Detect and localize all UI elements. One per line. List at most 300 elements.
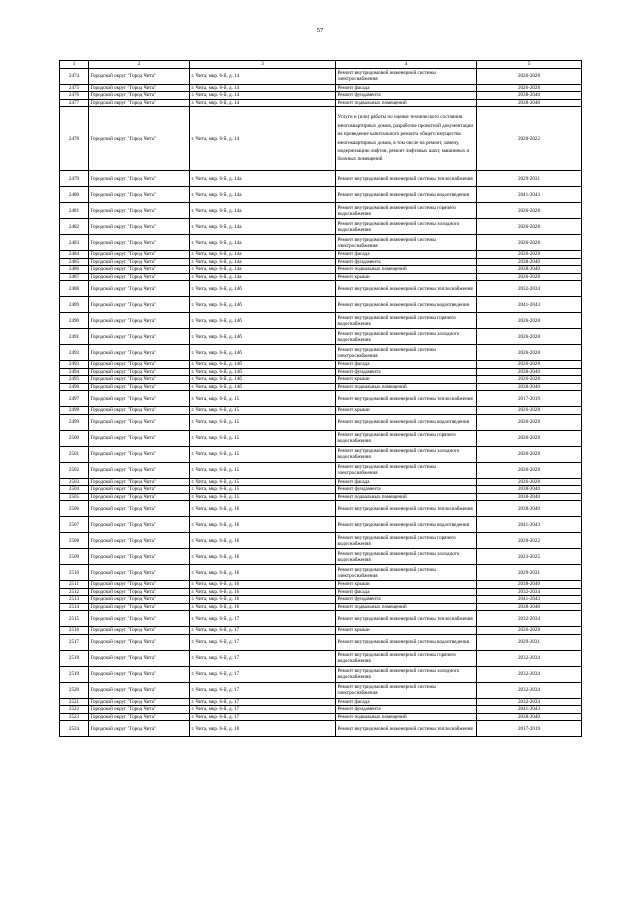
address-cell: г. Чита, мкр. 6-й, д. 14а bbox=[190, 219, 336, 235]
period-cell: 2017-2019 bbox=[477, 721, 582, 737]
table-row bbox=[60, 258, 582, 266]
period-cell: 2020-2022 bbox=[477, 107, 582, 171]
row-number-cell: 2515 bbox=[60, 611, 89, 627]
address-cell: г. Чита, мкр. 6-й, д. 15 bbox=[190, 478, 336, 486]
work-type-cell: Ремонт фасада bbox=[336, 698, 477, 706]
period-cell: 2026-2028 bbox=[477, 219, 582, 235]
address-cell: г. Чита, мкр. 6-й, д. 18 bbox=[190, 721, 336, 737]
municipality-cell: Городской округ "Город Чита" bbox=[89, 581, 190, 589]
address-cell: г. Чита, мкр. 6-й, д. 16 bbox=[190, 588, 336, 596]
address-cell: г. Чита, мкр. 6-й, д. 15 bbox=[190, 462, 336, 478]
work-type-cell: Ремонт внутридомовой инженерной системы электроснабжения bbox=[336, 682, 477, 698]
table-row bbox=[60, 171, 582, 187]
municipality-cell: Городской округ "Город Чита" bbox=[89, 99, 190, 107]
period-cell: 2023-2025 bbox=[477, 549, 582, 565]
period-cell: 2038-2040 bbox=[477, 99, 582, 107]
row-number-cell: 2490 bbox=[60, 313, 89, 329]
address-cell: г. Чита, мкр. 6-й, д. 17 bbox=[190, 666, 336, 682]
address-cell: г. Чита, мкр. 6-й, д. 14 bbox=[190, 107, 336, 171]
address-cell: г. Чита, мкр. 6-й, д. 14 bbox=[190, 99, 336, 107]
address-cell: г. Чита, мкр. 6-й, д. 15 bbox=[190, 407, 336, 415]
address-cell: г. Чита, мкр. 6-й, д. 14а bbox=[190, 171, 336, 187]
period-cell: 2026-2028 bbox=[477, 313, 582, 329]
table-row bbox=[60, 721, 582, 737]
municipality-cell: Городской округ "Город Чита" bbox=[89, 493, 190, 501]
table-row bbox=[60, 414, 582, 430]
address-cell: г. Чита, мкр. 6-й, д. 14а bbox=[190, 187, 336, 203]
work-type-cell: Ремонт внутридомовой инженерной системы водоотведения bbox=[336, 297, 477, 313]
work-type-cell: Ремонт фасада bbox=[336, 361, 477, 369]
table-row bbox=[60, 478, 582, 486]
table-row bbox=[60, 383, 582, 391]
row-number-cell: 2487 bbox=[60, 273, 89, 281]
row-number-cell: 2476 bbox=[60, 92, 89, 100]
work-type-cell: Ремонт внутридомовой инженерной системы электроснабжения bbox=[336, 345, 477, 361]
address-cell: г. Чита, мкр. 6-й, д. 14б bbox=[190, 297, 336, 313]
address-cell: г. Чита, мкр. 6-й, д. 17 bbox=[190, 627, 336, 635]
municipality-cell: Городской округ "Город Чита" bbox=[89, 107, 190, 171]
work-type-cell: Ремонт фасада bbox=[336, 84, 477, 92]
period-cell: 2026-2028 bbox=[477, 329, 582, 345]
period-cell: 2038-2040 bbox=[477, 383, 582, 391]
address-cell: г. Чита, мкр. 6-й, д. 16 bbox=[190, 596, 336, 604]
municipality-cell: Городской округ "Город Чита" bbox=[89, 273, 190, 281]
row-number-cell: 2488 bbox=[60, 281, 89, 297]
municipality-cell: Городской округ "Город Чита" bbox=[89, 486, 190, 494]
period-cell: 2026-2028 bbox=[477, 203, 582, 219]
table-row bbox=[60, 99, 582, 107]
period-cell: 2020-2022 bbox=[477, 533, 582, 549]
municipality-cell: Городской округ "Город Чита" bbox=[89, 414, 190, 430]
row-number-cell: 2492 bbox=[60, 345, 89, 361]
address-cell: г. Чита, мкр. 6-й, д. 17 bbox=[190, 698, 336, 706]
period-cell: 2029-2031 bbox=[477, 171, 582, 187]
address-cell: г. Чита, мкр. 6-й, д. 14б bbox=[190, 383, 336, 391]
municipality-cell: Городской округ "Город Чита" bbox=[89, 383, 190, 391]
work-type-cell: Ремонт подвальных помещений bbox=[336, 383, 477, 391]
municipality-cell: Городской округ "Город Чита" bbox=[89, 92, 190, 100]
table-row bbox=[60, 446, 582, 462]
row-number-cell: 2508 bbox=[60, 533, 89, 549]
row-number-cell: 2503 bbox=[60, 478, 89, 486]
work-type-cell: Ремонт внутридомовой инженерной системы электроснабжения bbox=[336, 565, 477, 581]
table-row bbox=[60, 430, 582, 446]
table-row bbox=[60, 634, 582, 650]
address-cell: г. Чита, мкр. 6-й, д. 14а bbox=[190, 251, 336, 259]
municipality-cell: Городской округ "Город Чита" bbox=[89, 713, 190, 721]
table-row bbox=[60, 713, 582, 721]
column-number-row bbox=[60, 61, 582, 69]
table-row bbox=[60, 627, 582, 635]
period-cell: 2041-2043 bbox=[477, 517, 582, 533]
address-cell: г. Чита, мкр. 6-й, д. 16 bbox=[190, 581, 336, 589]
work-type-cell: Ремонт внутридомовой инженерной системы водоотведения bbox=[336, 517, 477, 533]
row-number-cell: 2479 bbox=[60, 171, 89, 187]
period-cell: 2038-2040 bbox=[477, 603, 582, 611]
row-number-cell: 2477 bbox=[60, 99, 89, 107]
period-cell: 2026-2028 bbox=[477, 345, 582, 361]
work-type-cell: Ремонт внутридомовой инженерной системы водоотведения bbox=[336, 187, 477, 203]
municipality-cell: Городской округ "Город Чита" bbox=[89, 171, 190, 187]
row-number-cell: 2496 bbox=[60, 383, 89, 391]
address-cell: г. Чита, мкр. 6-й, д. 14б bbox=[190, 376, 336, 384]
address-cell: г. Чита, мкр. 6-й, д. 14а bbox=[190, 258, 336, 266]
row-number-cell: 2498 bbox=[60, 407, 89, 415]
work-type-cell: Ремонт внутридомовой инженерной системы холодного водоснабжения bbox=[336, 666, 477, 682]
municipality-cell: Городской округ "Город Чита" bbox=[89, 501, 190, 517]
table-row bbox=[60, 361, 582, 369]
address-cell: г. Чита, мкр. 6-й, д. 14б bbox=[190, 361, 336, 369]
table-row bbox=[60, 251, 582, 259]
work-type-cell: Ремонт фундамента bbox=[336, 706, 477, 714]
period-cell: 2032-2034 bbox=[477, 666, 582, 682]
period-cell: 2032-2034 bbox=[477, 698, 582, 706]
period-cell: 2029-2031 bbox=[477, 565, 582, 581]
municipality-cell: Городской округ "Город Чита" bbox=[89, 266, 190, 274]
work-type-cell: Ремонт фасада bbox=[336, 588, 477, 596]
row-number-cell: 2489 bbox=[60, 297, 89, 313]
municipality-cell: Городской округ "Город Чита" bbox=[89, 203, 190, 219]
work-type-cell: Ремонт внутридомовой инженерной системы электроснабжения bbox=[336, 68, 477, 84]
period-cell: 2029-2031 bbox=[477, 634, 582, 650]
municipality-cell: Городской округ "Город Чита" bbox=[89, 533, 190, 549]
period-cell: 2041-2043 bbox=[477, 297, 582, 313]
municipality-cell: Городской округ "Город Чита" bbox=[89, 650, 190, 666]
municipality-cell: Городской округ "Город Чита" bbox=[89, 721, 190, 737]
row-number-cell: 2475 bbox=[60, 84, 89, 92]
table-row bbox=[60, 588, 582, 596]
period-cell: 2038-2040 bbox=[477, 713, 582, 721]
row-number-cell: 2474 bbox=[60, 68, 89, 84]
work-type-cell: Ремонт подвальных помещений bbox=[336, 266, 477, 274]
period-cell: 2026-2028 bbox=[477, 478, 582, 486]
period-cell: 2017-2019 bbox=[477, 391, 582, 407]
column-number-5: 5 bbox=[477, 61, 582, 69]
work-type-cell: Ремонт внутридомовой инженерной системы горячего водоснабжения bbox=[336, 203, 477, 219]
municipality-cell: Городской округ "Город Чита" bbox=[89, 549, 190, 565]
table-row bbox=[60, 596, 582, 604]
table-row bbox=[60, 297, 582, 313]
work-type-cell: Ремонт фундамента bbox=[336, 92, 477, 100]
table-row bbox=[60, 706, 582, 714]
address-cell: г. Чита, мкр. 6-й, д. 17 bbox=[190, 682, 336, 698]
address-cell: г. Чита, мкр. 6-й, д. 14 bbox=[190, 84, 336, 92]
address-cell: г. Чита, мкр. 6-й, д. 17 bbox=[190, 713, 336, 721]
table-row bbox=[60, 313, 582, 329]
address-cell: г. Чита, мкр. 6-й, д. 16 bbox=[190, 565, 336, 581]
address-cell: г. Чита, мкр. 6-й, д. 15 bbox=[190, 493, 336, 501]
row-number-cell: 2486 bbox=[60, 266, 89, 274]
table-row bbox=[60, 107, 582, 171]
work-type-cell: Ремонт фундамента bbox=[336, 258, 477, 266]
municipality-cell: Городской округ "Город Чита" bbox=[89, 588, 190, 596]
table-row bbox=[60, 581, 582, 589]
table-row bbox=[60, 273, 582, 281]
address-cell: г. Чита, мкр. 6-й, д. 16 bbox=[190, 549, 336, 565]
table-row bbox=[60, 368, 582, 376]
row-number-cell: 2483 bbox=[60, 235, 89, 251]
table-row bbox=[60, 376, 582, 384]
address-cell: г. Чита, мкр. 6-й, д. 15 bbox=[190, 391, 336, 407]
period-cell: 2032-2034 bbox=[477, 611, 582, 627]
period-cell: 2041-2043 bbox=[477, 706, 582, 714]
municipality-cell: Городской округ "Город Чита" bbox=[89, 84, 190, 92]
period-cell: 2026-2028 bbox=[477, 414, 582, 430]
municipality-cell: Городской округ "Город Чита" bbox=[89, 391, 190, 407]
period-cell: 2026-2028 bbox=[477, 446, 582, 462]
address-cell: г. Чита, мкр. 6-й, д. 14 bbox=[190, 92, 336, 100]
municipality-cell: Городской округ "Город Чита" bbox=[89, 219, 190, 235]
work-type-cell: Ремонт внутридомовой инженерной системы горячего водоснабжения bbox=[336, 430, 477, 446]
municipality-cell: Городской округ "Город Чита" bbox=[89, 68, 190, 84]
row-number-cell: 2523 bbox=[60, 713, 89, 721]
address-cell: г. Чита, мкр. 6-й, д. 14б bbox=[190, 329, 336, 345]
row-number-cell: 2485 bbox=[60, 258, 89, 266]
municipality-cell: Городской округ "Город Чита" bbox=[89, 361, 190, 369]
column-number-4: 4 bbox=[336, 61, 477, 69]
municipality-cell: Городской округ "Город Чита" bbox=[89, 258, 190, 266]
row-number-cell: 2501 bbox=[60, 446, 89, 462]
column-number-1: 1 bbox=[60, 61, 89, 69]
work-type-cell: Ремонт внутридомовой инженерной системы водоотведения bbox=[336, 414, 477, 430]
row-number-cell: 2502 bbox=[60, 462, 89, 478]
table-row bbox=[60, 698, 582, 706]
work-type-cell: Ремонт внутридомовой инженерной системы холодного водоснабжения bbox=[336, 549, 477, 565]
municipality-cell: Городской округ "Город Чита" bbox=[89, 682, 190, 698]
row-number-cell: 2504 bbox=[60, 486, 89, 494]
period-cell: 2026-2028 bbox=[477, 235, 582, 251]
work-type-cell: Ремонт фундамента bbox=[336, 368, 477, 376]
table-row bbox=[60, 565, 582, 581]
work-type-cell: Ремонт внутридомовой инженерной системы холодного водоснабжения bbox=[336, 219, 477, 235]
address-cell: г. Чита, мкр. 6-й, д. 14б bbox=[190, 281, 336, 297]
address-cell: г. Чита, мкр. 6-й, д. 14а bbox=[190, 266, 336, 274]
row-number-cell: 2481 bbox=[60, 203, 89, 219]
work-type-cell: Ремонт внутридомовой инженерной системы горячего водоснабжения bbox=[336, 313, 477, 329]
work-type-cell: Ремонт крыши bbox=[336, 581, 477, 589]
row-number-cell: 2494 bbox=[60, 368, 89, 376]
row-number-cell: 2517 bbox=[60, 634, 89, 650]
address-cell: г. Чита, мкр. 6-й, д. 15 bbox=[190, 486, 336, 494]
municipality-cell: Городской округ "Город Чита" bbox=[89, 666, 190, 682]
row-number-cell: 2478 bbox=[60, 107, 89, 171]
municipality-cell: Городской округ "Город Чита" bbox=[89, 297, 190, 313]
table-row bbox=[60, 501, 582, 517]
work-type-cell: Ремонт крыши bbox=[336, 627, 477, 635]
work-type-cell: Ремонт подвальных помещений bbox=[336, 713, 477, 721]
period-cell: 2026-2028 bbox=[477, 407, 582, 415]
municipality-cell: Городской округ "Город Чита" bbox=[89, 565, 190, 581]
table-row bbox=[60, 603, 582, 611]
row-number-cell: 2500 bbox=[60, 430, 89, 446]
work-type-cell: Ремонт крыши bbox=[336, 407, 477, 415]
municipality-cell: Городской округ "Город Чита" bbox=[89, 627, 190, 635]
address-cell: г. Чита, мкр. 6-й, д. 16 bbox=[190, 533, 336, 549]
table-row bbox=[60, 407, 582, 415]
table-row bbox=[60, 517, 582, 533]
table-row bbox=[60, 462, 582, 478]
address-cell: г. Чита, мкр. 6-й, д. 16 bbox=[190, 517, 336, 533]
period-cell: 2026-2028 bbox=[477, 376, 582, 384]
municipality-cell: Городской округ "Город Чита" bbox=[89, 345, 190, 361]
row-number-cell: 2510 bbox=[60, 565, 89, 581]
row-number-cell: 2480 bbox=[60, 187, 89, 203]
work-type-cell: Ремонт крыши bbox=[336, 273, 477, 281]
work-type-cell: Ремонт внутридомовой инженерной системы теплоснабжения bbox=[336, 171, 477, 187]
work-type-cell: Ремонт подвальных помещений bbox=[336, 493, 477, 501]
table-row bbox=[60, 682, 582, 698]
row-number-cell: 2505 bbox=[60, 493, 89, 501]
period-cell: 2038-2040 bbox=[477, 486, 582, 494]
address-cell: г. Чита, мкр. 6-й, д. 17 bbox=[190, 706, 336, 714]
period-cell: 2032-2034 bbox=[477, 650, 582, 666]
work-type-cell: Ремонт внутридомовой инженерной системы холодного водоснабжения bbox=[336, 329, 477, 345]
table-row bbox=[60, 611, 582, 627]
period-cell: 2038-2040 bbox=[477, 501, 582, 517]
work-type-cell: Ремонт внутридомовой инженерной системы электроснабжения bbox=[336, 462, 477, 478]
work-type-cell: Ремонт внутридомовой инженерной системы теплоснабжения bbox=[336, 721, 477, 737]
table-row bbox=[60, 650, 582, 666]
work-type-cell: Ремонт подвальных помещений bbox=[336, 99, 477, 107]
table-row bbox=[60, 84, 582, 92]
table-row bbox=[60, 281, 582, 297]
row-number-cell: 2520 bbox=[60, 682, 89, 698]
table-row bbox=[60, 329, 582, 345]
address-cell: г. Чита, мкр. 6-й, д. 15 bbox=[190, 430, 336, 446]
row-number-cell: 2524 bbox=[60, 721, 89, 737]
address-cell: г. Чита, мкр. 6-й, д. 17 bbox=[190, 611, 336, 627]
row-number-cell: 2511 bbox=[60, 581, 89, 589]
work-type-cell: Услуги и (или) работы по оценке технического состояния многоквартирных домов, разработке проектной документации на проведение капитального ремонта общего имущества многоквартирных домов, в том числе на ремонт, замену, модернизацию лифтов, ремонт лифтовых шахт, машинных и блочных помещений bbox=[336, 107, 477, 171]
municipality-cell: Городской округ "Город Чита" bbox=[89, 235, 190, 251]
table-row bbox=[60, 549, 582, 565]
page-number: 57 bbox=[316, 27, 324, 34]
period-cell: 2026-2028 bbox=[477, 430, 582, 446]
row-number-cell: 2495 bbox=[60, 376, 89, 384]
work-type-cell: Ремонт фундамента bbox=[336, 596, 477, 604]
address-cell: г. Чита, мкр. 6-й, д. 14б bbox=[190, 368, 336, 376]
work-type-cell: Ремонт фасада bbox=[336, 478, 477, 486]
municipality-cell: Городской округ "Город Чита" bbox=[89, 596, 190, 604]
municipality-cell: Городской округ "Город Чита" bbox=[89, 329, 190, 345]
municipality-cell: Городской округ "Город Чита" bbox=[89, 446, 190, 462]
work-type-cell: Ремонт фасада bbox=[336, 251, 477, 259]
municipality-cell: Городской округ "Город Чита" bbox=[89, 603, 190, 611]
row-number-cell: 2518 bbox=[60, 650, 89, 666]
work-type-cell: Ремонт внутридомовой инженерной системы горячего водоснабжения bbox=[336, 650, 477, 666]
period-cell: 2038-2040 bbox=[477, 581, 582, 589]
work-type-cell: Ремонт внутридомовой инженерной системы холодного водоснабжения bbox=[336, 446, 477, 462]
period-cell: 2026-2028 bbox=[477, 251, 582, 259]
row-number-cell: 2482 bbox=[60, 219, 89, 235]
table-row bbox=[60, 345, 582, 361]
period-cell: 2038-2040 bbox=[477, 92, 582, 100]
address-cell: г. Чита, мкр. 6-й, д. 14 bbox=[190, 68, 336, 84]
period-cell: 2032-2034 bbox=[477, 281, 582, 297]
table-row bbox=[60, 187, 582, 203]
municipality-cell: Городской округ "Город Чита" bbox=[89, 368, 190, 376]
work-type-cell: Ремонт внутридомовой инженерной системы теплоснабжения bbox=[336, 281, 477, 297]
table-row bbox=[60, 219, 582, 235]
municipality-cell: Городской округ "Город Чита" bbox=[89, 407, 190, 415]
period-cell: 2026-2028 bbox=[477, 84, 582, 92]
row-number-cell: 2516 bbox=[60, 627, 89, 635]
address-cell: г. Чита, мкр. 6-й, д. 14б bbox=[190, 313, 336, 329]
table-row bbox=[60, 486, 582, 494]
table-row bbox=[60, 203, 582, 219]
work-type-cell: Ремонт фундамента bbox=[336, 486, 477, 494]
address-cell: г. Чита, мкр. 6-й, д. 16 bbox=[190, 501, 336, 517]
row-number-cell: 2507 bbox=[60, 517, 89, 533]
address-cell: г. Чита, мкр. 6-й, д. 17 bbox=[190, 650, 336, 666]
municipality-cell: Городской округ "Город Чита" bbox=[89, 251, 190, 259]
work-type-cell: Ремонт внутридомовой инженерной системы электроснабжения bbox=[336, 235, 477, 251]
row-number-cell: 2499 bbox=[60, 414, 89, 430]
row-number-cell: 2519 bbox=[60, 666, 89, 682]
period-cell: 2026-2028 bbox=[477, 361, 582, 369]
period-cell: 2026-2028 bbox=[477, 273, 582, 281]
row-number-cell: 2506 bbox=[60, 501, 89, 517]
municipality-cell: Городской округ "Город Чита" bbox=[89, 376, 190, 384]
period-cell: 2026-2028 bbox=[477, 68, 582, 84]
address-cell: г. Чита, мкр. 6-й, д. 16 bbox=[190, 603, 336, 611]
table-row bbox=[60, 68, 582, 84]
period-cell: 2041-2043 bbox=[477, 187, 582, 203]
work-type-cell: Ремонт внутридомовой инженерной системы теплоснабжения bbox=[336, 611, 477, 627]
period-cell: 2038-2040 bbox=[477, 368, 582, 376]
work-type-cell: Ремонт внутридомовой инженерной системы теплоснабжения bbox=[336, 391, 477, 407]
municipality-cell: Городской округ "Город Чита" bbox=[89, 634, 190, 650]
row-number-cell: 2484 bbox=[60, 251, 89, 259]
work-type-cell: Ремонт внутридомовой инженерной системы горячего водоснабжения bbox=[336, 533, 477, 549]
address-cell: г. Чита, мкр. 6-й, д. 14а bbox=[190, 235, 336, 251]
period-cell: 2041-2043 bbox=[477, 596, 582, 604]
period-cell: 2026-2028 bbox=[477, 462, 582, 478]
column-number-2: 2 bbox=[89, 61, 190, 69]
address-cell: г. Чита, мкр. 6-й, д. 14а bbox=[190, 203, 336, 219]
municipality-cell: Городской округ "Город Чита" bbox=[89, 430, 190, 446]
row-number-cell: 2491 bbox=[60, 329, 89, 345]
work-type-cell: Ремонт внутридомовой инженерной системы водоотведения bbox=[336, 634, 477, 650]
period-cell: 2038-2040 bbox=[477, 266, 582, 274]
address-cell: г. Чита, мкр. 6-й, д. 17 bbox=[190, 634, 336, 650]
row-number-cell: 2509 bbox=[60, 549, 89, 565]
municipality-cell: Городской округ "Город Чита" bbox=[89, 313, 190, 329]
municipality-cell: Городской округ "Город Чита" bbox=[89, 281, 190, 297]
column-number-3: 3 bbox=[190, 61, 336, 69]
table-row bbox=[60, 235, 582, 251]
address-cell: г. Чита, мкр. 6-й, д. 14а bbox=[190, 273, 336, 281]
table-row bbox=[60, 391, 582, 407]
row-number-cell: 2521 bbox=[60, 698, 89, 706]
period-cell: 2038-2040 bbox=[477, 258, 582, 266]
work-type-cell: Ремонт подвальных помещений bbox=[336, 603, 477, 611]
row-number-cell: 2513 bbox=[60, 596, 89, 604]
table-row bbox=[60, 92, 582, 100]
municipality-cell: Городской округ "Город Чита" bbox=[89, 706, 190, 714]
table-row bbox=[60, 666, 582, 682]
period-cell: 2026-2028 bbox=[477, 627, 582, 635]
municipality-cell: Городской округ "Город Чита" bbox=[89, 517, 190, 533]
municipality-cell: Городской округ "Город Чита" bbox=[89, 462, 190, 478]
row-number-cell: 2514 bbox=[60, 603, 89, 611]
table-row bbox=[60, 493, 582, 501]
address-cell: г. Чита, мкр. 6-й, д. 15 bbox=[190, 414, 336, 430]
period-cell: 2032-2034 bbox=[477, 682, 582, 698]
capital-repair-table bbox=[59, 60, 582, 737]
table-row bbox=[60, 266, 582, 274]
period-cell: 2032-2034 bbox=[477, 588, 582, 596]
